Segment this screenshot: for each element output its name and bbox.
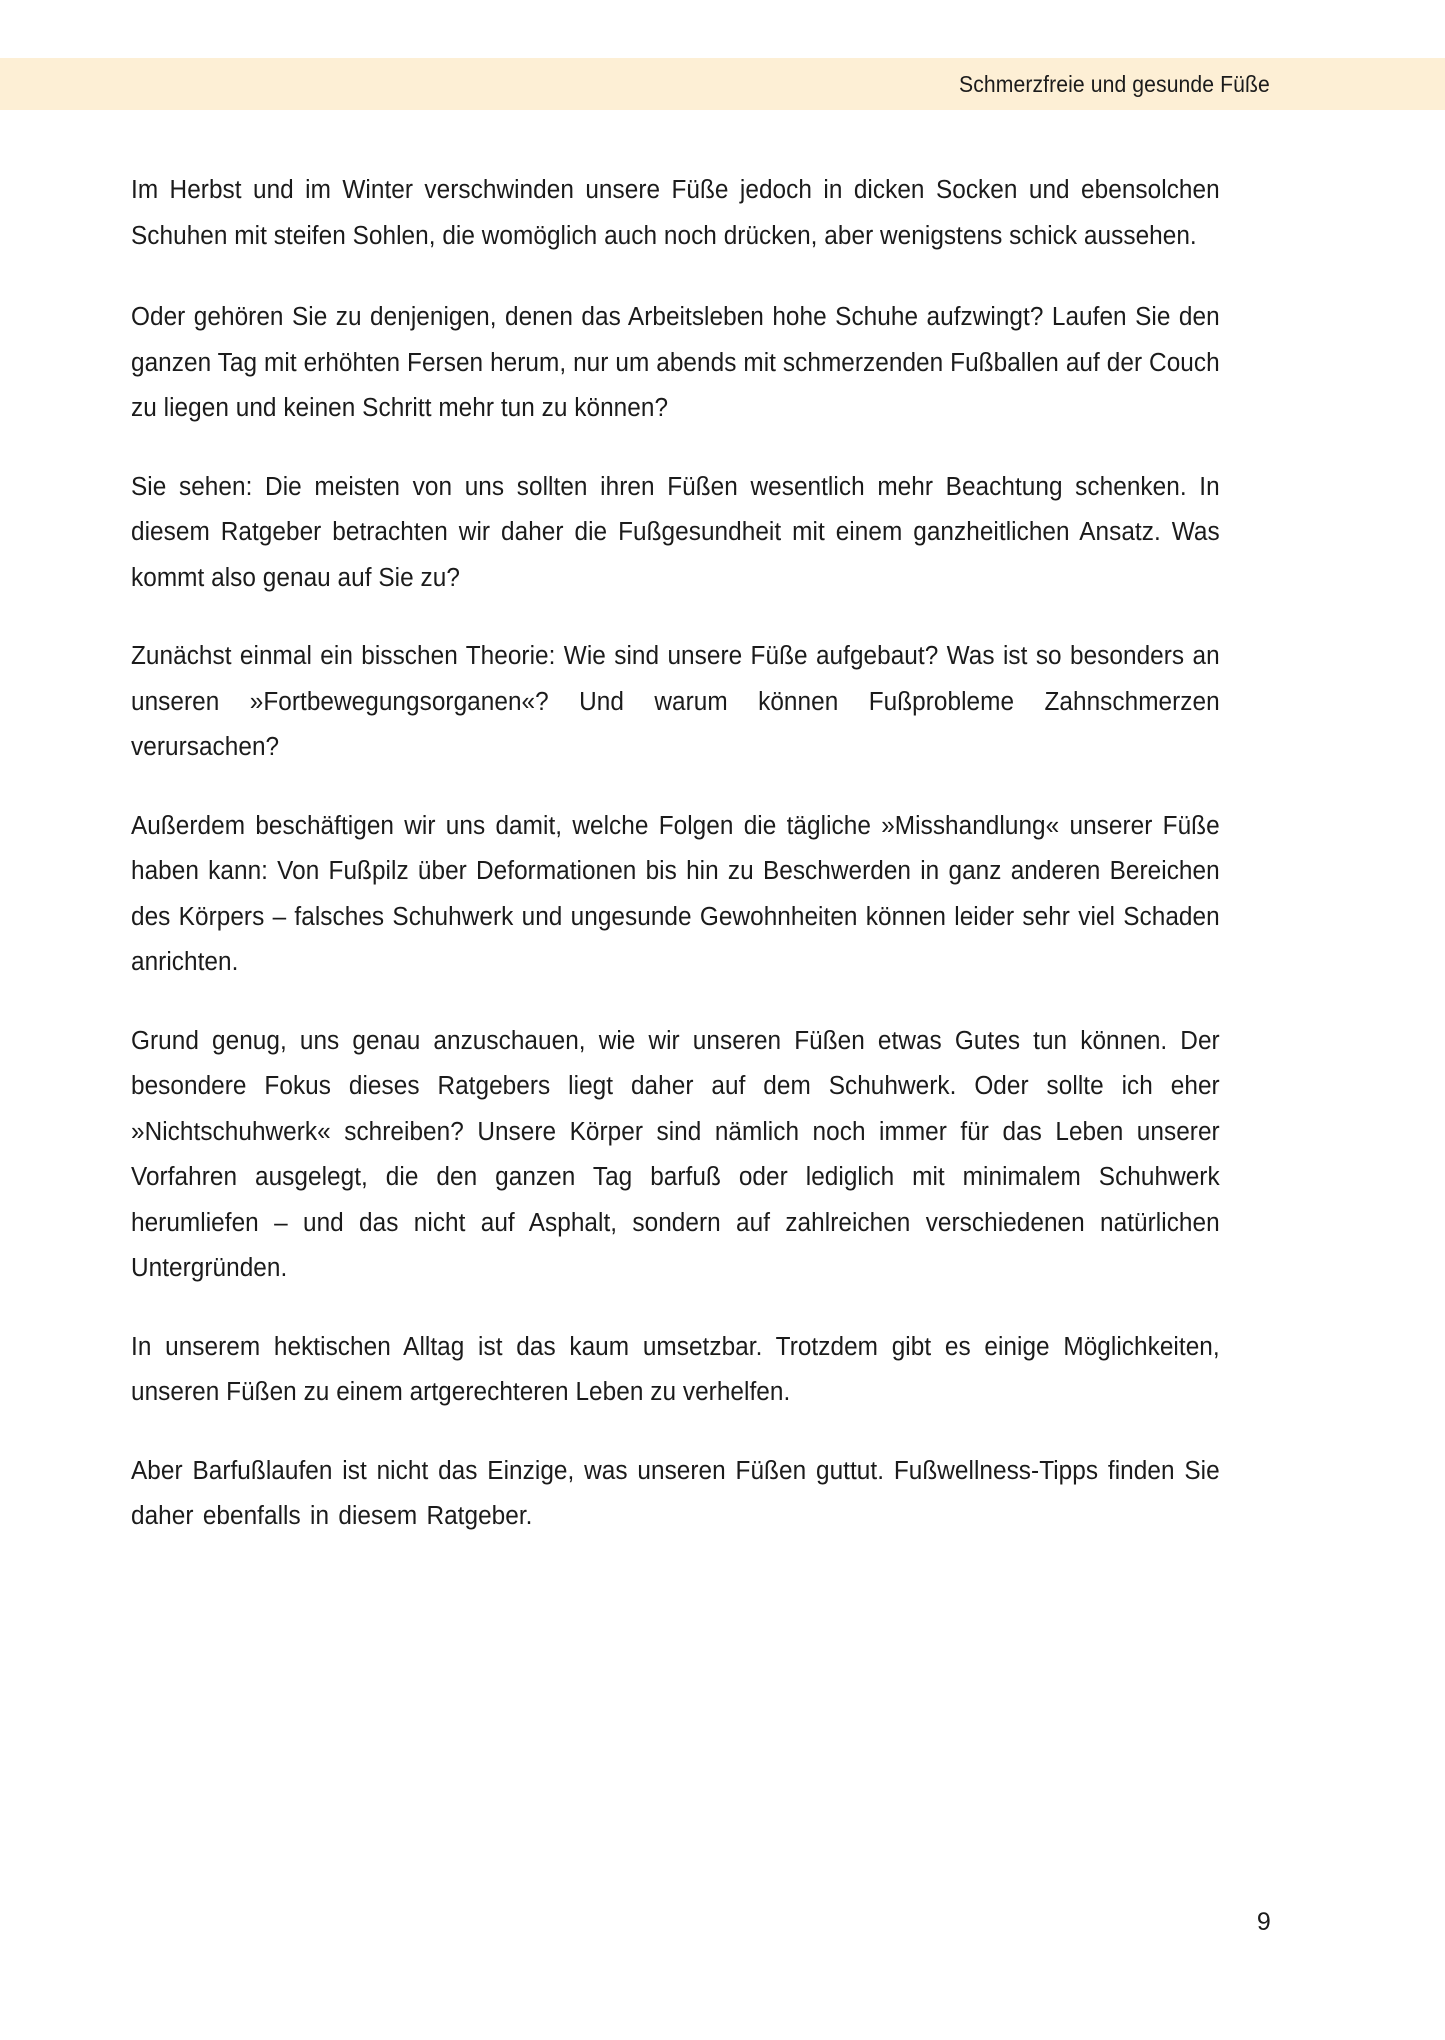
body-paragraph: Grund genug, uns genau anzuschauen, wie wir unseren Füßen etwas Gutes tun können. Der besondere Fokus dieses Ratgebers liegt daher auf dem Schuhwerk. Oder sollte ich eher »Nichtschuhwerk« schreiben? Unsere Körper sind nämlich noch immer für das Leben unserer Vorfahren ausgelegt, die den ganzen Tag barfuß oder lediglich mit minimalem Schuhwerk herumliefen – und das nicht auf Asphalt, sondern auf zahlreichen verschiedenen natürlichen Untergründen. <box>131 1026 1227 1282</box>
body-text-column <box>131 168 1271 1540</box>
page-number: 9 <box>1256 1908 1271 1936</box>
body-paragraph: Oder gehören Sie zu denjenigen, denen das Arbeitsleben hohe Schuhe aufzwingt? Laufen Sie den ganzen Tag mit erhöhten Fersen herum, nur um abends mit schmerzenden Fußballen auf der Couch zu liegen und keinen Schritt mehr tun zu können? <box>131 303 1227 422</box>
body-paragraph: Zunächst einmal ein bisschen Theorie: Wie sind unsere Füße aufgebaut? Was ist so besonders an unseren »Fortbewegungsorganen«? Und warum können Fußprobleme Zahnschmerzen verursachen? <box>131 642 1227 761</box>
running-header-band <box>0 58 1445 110</box>
body-paragraph: In unserem hektischen Alltag ist das kaum umsetzbar. Trotzdem gibt es einige Möglichkeiten, unseren Füßen zu einem artgerechteren Leben zu verhelfen. <box>131 1332 1227 1406</box>
body-paragraph: Sie sehen: Die meisten von uns sollten ihren Füßen wesentlich mehr Beachtung schenken. In diesem Ratgeber betrachten wir daher die Fußgesundheit mit einem ganzheitlichen Ansatz. Was kommt also genau auf Sie zu? <box>131 472 1227 592</box>
body-paragraph: Außerdem beschäftigen wir uns damit, welche Folgen die tägliche »Misshandlung« unserer Füße haben kann: Von Fußpilz über Deformationen bis hin zu Beschwerden in ganz anderen Bereichen des Körpers – falsches Schuhwerk und ungesunde Gewohnheiten können leider sehr viel Schaden anrichten. <box>131 811 1227 976</box>
body-paragraph: Aber Barfußlaufen ist nicht das Einzige, was unseren Füßen guttut. Fußwellness-Tipps finden Sie daher ebenfalls in diesem Ratgeber. <box>131 1456 1230 1530</box>
running-header-title: Schmerzfreie und gesunde Füße <box>959 70 1270 97</box>
body-paragraph: Im Herbst und im Winter verschwinden unsere Füße jedoch in dicken Socken und ebensolchen Schuhen mit steifen Sohlen, die womöglich auch noch drücken, aber wenigstens schick aussehen. <box>131 176 1227 250</box>
